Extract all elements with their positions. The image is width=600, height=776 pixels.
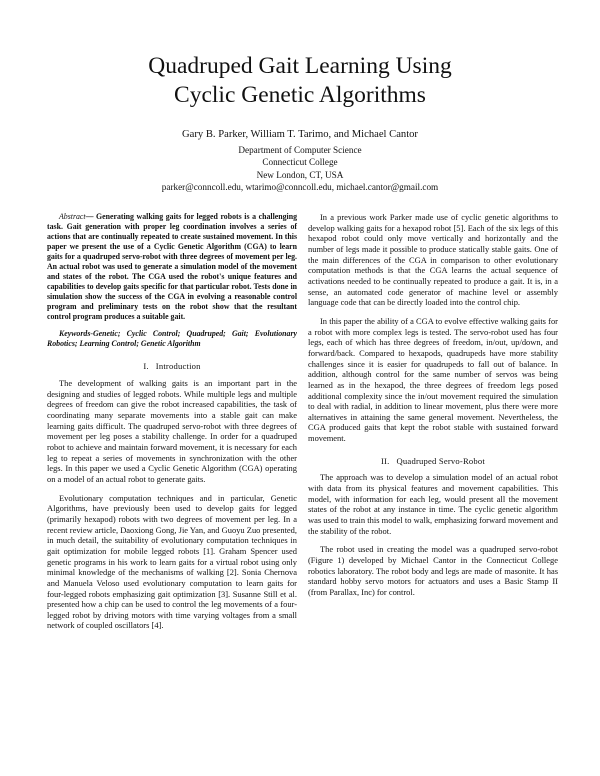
- servo-paragraph-2: The robot used in creating the model was a quadruped servo-robot (Figure 1) developed by Michael Cantor in the Connecticut College robotics laboratory. The robot body and legs are made of masonite. It has standard hobby servo motors for actuators and uses a Basic Stamp II (from Parallax, Inc) for control.: [308, 544, 558, 597]
- intro-paragraph-3: In a previous work Parker made use of cyclic genetic algorithms to develop walking gaits for a hexapod robot [5]. Each of the six legs of this hexapod robot could only move vertically and horizontally and the number of legs made it possible to produce statically stable gaits. One of the main differences of the CGA in comparison to other evolutionary computation methods is that the CGA learns the actual sequence of activations needed to be continually repeated to produce a gait. It is, in a sense, an automated code generator of machine level or assembly language code that can be directly loaded into the control chip.: [308, 212, 558, 308]
- intro-paragraph-1: The development of walking gaits is an important part in the designing and studies of legged robots. While multiple legs and multiple degrees of freedom can give the robot increased capabilities, the task of coordinating many separate movements into a stable gait can make learning gaits difficult. The quadruped servo-robot with three degrees of movement per leg poses a stability challenge. In order for a quadruped robot to achieve and maintain forward movement, it is necessary for each leg to repeat a series of movements in synchronization with the other legs. In this paper we used a Cyclic Genetic Algorithm (CGA) operating on a model of an actual robot to generate gaits.: [47, 378, 297, 484]
- section-title: Quadruped Servo-Robot: [396, 455, 485, 466]
- author-list: Gary B. Parker, William T. Tarimo, and Michael Cantor: [182, 129, 418, 140]
- section-numeral: II.: [381, 455, 390, 466]
- department: Department of Computer Science: [238, 145, 362, 155]
- affiliation-block: [0, 144, 600, 194]
- section-title: Introduction: [155, 361, 201, 372]
- intro-paragraph-2: Evolutionary computation techniques and in particular, Genetic Algorithms, have previously been used to develop gaits for legged (primarily hexapod) robots with two degrees of movement per leg. In a recent review article, Daoxiong Gong, Jie Yan, and Guoyu Zuo presented, in much detail, the suitability of evolutionary computation techniques in gait optimization for mobile legged robots [1]. Graham Spencer used genetic programs in his work to learn gaits for a virtual robot using only minimal knowledge of the mechanisms of walking [2]. Sonia Chernova and Manuela Veloso used evolutionary computation to learn gaits for four-legged robots emphasizing gait optimization [3]. Susanne Still et al. presented how a chip can be used to control the leg movements of a four-legged robot by driving motors with time varying voltages from a small network of coupled oscillators [4].: [47, 492, 297, 631]
- keywords: [47, 329, 297, 349]
- intro-paragraph-4: In this paper the ability of a CGA to evolve effective walking gaits for a robot with more complex legs is tested. The servo-robot used has four legs, each of which has three degrees of freedom, in/out, up/down, and forward/back. Compared to hexapods, quadrupeds have more stability challenges since it is easier for quadrupeds to fall out of balance. In addition, although control for the same number of servos was being learned as in the hexapod, the three degrees of freedom legs posed additional complexity since the in/out movement required the simulation to deal with radial, in addition to linear movement, plus there were more alternatives in attaining the same general movement. Nevertheless, the CGA produced gaits that kept the robot stable with sustained forward movement.: [308, 315, 558, 444]
- abstract-lead: Abstract: [59, 212, 86, 221]
- keywords-text: Genetic; Cyclic Control; Quadruped; Gait; Evolutionary Robotics; Learning Control; Genetic Algorithm: [47, 329, 297, 349]
- left-column: [47, 212, 297, 631]
- title-line-2: Cyclic Genetic Algorithms: [174, 82, 426, 108]
- section-numeral: I.: [143, 361, 149, 372]
- section-heading-servo-robot: [308, 456, 558, 467]
- abstract: [47, 212, 297, 321]
- right-column: [308, 212, 558, 598]
- keywords-lead: Keywords-: [59, 329, 93, 339]
- servo-paragraph-1: The approach was to develop a simulation model of an actual robot with data from its physical features and movement capabilities. This model, with information for each leg, would present all the movement states of the robot at any instance in time. The cyclic genetic algorithm was used to train this model to walk, emphasizing forward movement and the stability of the robot.: [308, 472, 558, 536]
- title-line-1: Quadruped Gait Learning Using: [148, 53, 452, 79]
- location: New London, CT, USA: [256, 169, 344, 180]
- college: Connecticut College: [262, 157, 338, 168]
- paper-title: [0, 52, 600, 110]
- section-heading-introduction: [47, 361, 297, 372]
- abstract-text: — Generating walking gaits for legged robots is a challenging task. Gait generation with proper leg coordination involves a series of actions that are continually repeated to create sustained movement. In this paper we present the use of a Cyclic Genetic Algorithm (CGA) to learn gaits for a quadruped servo-robot with three degrees of movement per leg. An actual robot was used to generate a simulation model of the movement and states of the robot. The CGA used the robot's unique features and capabilities to develop gaits specific for that particular robot. Tests done in simulation show the success of the CGA in evolving a reasonable control program and preliminary tests on the robot show that the resultant control program produces a suitable gait.: [47, 212, 297, 321]
- author-emails: parker@conncoll.edu, wtarimo@conncoll.edu, michael.cantor@gmail.com: [161, 182, 439, 193]
